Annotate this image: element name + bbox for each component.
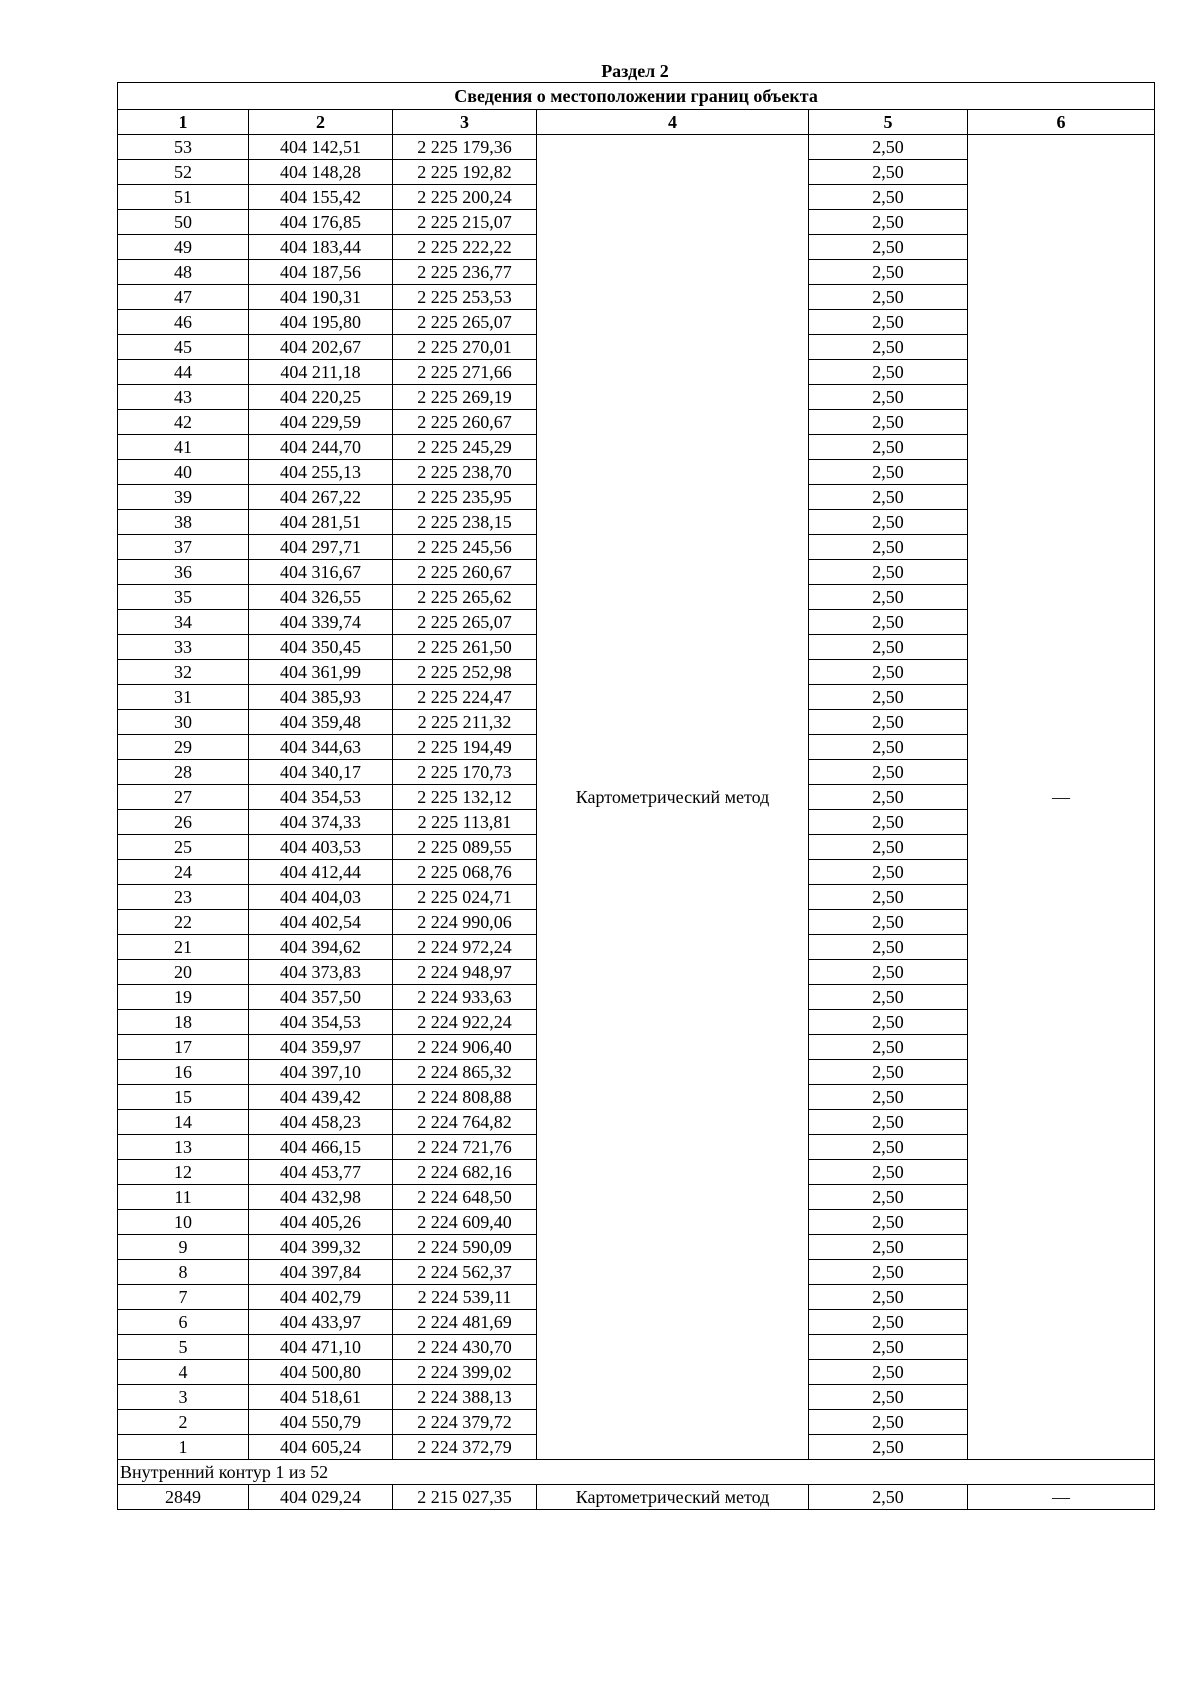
accuracy-cell: 2,50	[809, 1010, 968, 1035]
point-number-cell: 41	[118, 435, 249, 460]
accuracy-cell: 2,50	[809, 960, 968, 985]
coordinate-x-cell: 404 340,17	[249, 760, 393, 785]
column-header-1: 1	[118, 110, 249, 135]
coordinate-y-cell: 2 225 269,19	[393, 385, 537, 410]
point-number-cell: 12	[118, 1160, 249, 1185]
accuracy-cell: 2,50	[809, 710, 968, 735]
accuracy-cell: 2,50	[809, 285, 968, 310]
accuracy-cell: 2,50	[809, 335, 968, 360]
point-number-cell: 51	[118, 185, 249, 210]
coordinate-x-cell: 404 359,97	[249, 1035, 393, 1060]
coordinate-x-cell: 404 267,22	[249, 485, 393, 510]
coordinate-x-cell: 404 155,42	[249, 185, 393, 210]
accuracy-cell: 2,50	[809, 1110, 968, 1135]
coordinate-x-cell: 404 148,28	[249, 160, 393, 185]
accuracy-cell: 2,50	[809, 685, 968, 710]
point-number-cell: 16	[118, 1060, 249, 1085]
coordinate-y-cell: 2 225 252,98	[393, 660, 537, 685]
accuracy-cell: 2,50	[809, 360, 968, 385]
coordinate-y-cell: 2 225 089,55	[393, 835, 537, 860]
accuracy-cell: 2,50	[809, 485, 968, 510]
coordinate-y-cell: 2 225 222,22	[393, 235, 537, 260]
coordinate-y-cell: 2 224 481,69	[393, 1310, 537, 1335]
accuracy-cell: 2,50	[809, 1310, 968, 1335]
point-number-cell: 3	[118, 1385, 249, 1410]
coordinate-x-cell: 404 500,80	[249, 1360, 393, 1385]
accuracy-cell: 2,50	[809, 210, 968, 235]
coordinate-x-cell: 404 142,51	[249, 135, 393, 160]
coordinate-x-cell: 404 029,24	[249, 1485, 393, 1510]
coordinate-y-cell: 2 225 265,07	[393, 310, 537, 335]
coordinate-x-cell: 404 432,98	[249, 1185, 393, 1210]
coordinate-y-cell: 2 225 245,29	[393, 435, 537, 460]
coordinate-x-cell: 404 403,53	[249, 835, 393, 860]
point-number-cell: 45	[118, 335, 249, 360]
point-number-cell: 20	[118, 960, 249, 985]
point-number-cell: 10	[118, 1210, 249, 1235]
point-number-cell: 49	[118, 235, 249, 260]
coordinate-x-cell: 404 518,61	[249, 1385, 393, 1410]
point-number-cell: 22	[118, 910, 249, 935]
point-number-cell: 44	[118, 360, 249, 385]
coordinate-y-cell: 2 225 200,24	[393, 185, 537, 210]
coordinate-y-cell: 2 225 236,77	[393, 260, 537, 285]
coordinate-x-cell: 404 471,10	[249, 1335, 393, 1360]
coordinate-x-cell: 404 361,99	[249, 660, 393, 685]
method-cell: Картометрический метод	[537, 135, 809, 1460]
contour-label-row	[118, 1460, 1155, 1485]
coordinate-x-cell: 404 359,48	[249, 710, 393, 735]
point-number-cell: 34	[118, 610, 249, 635]
coordinate-x-cell: 404 211,18	[249, 360, 393, 385]
accuracy-cell: 2,50	[809, 910, 968, 935]
coordinate-x-cell: 404 458,23	[249, 1110, 393, 1135]
point-number-cell: 13	[118, 1135, 249, 1160]
coordinate-x-cell: 404 195,80	[249, 310, 393, 335]
coordinate-x-cell: 404 385,93	[249, 685, 393, 710]
coordinate-y-cell: 2 224 721,76	[393, 1135, 537, 1160]
coordinate-x-cell: 404 326,55	[249, 585, 393, 610]
accuracy-cell: 2,50	[809, 1160, 968, 1185]
coordinate-x-cell: 404 281,51	[249, 510, 393, 535]
coordinate-y-cell: 2 225 170,73	[393, 760, 537, 785]
point-number-cell: 28	[118, 760, 249, 785]
accuracy-cell: 2,50	[809, 935, 968, 960]
column6-cell: —	[968, 135, 1155, 1460]
point-number-cell: 29	[118, 735, 249, 760]
point-number-cell: 1	[118, 1435, 249, 1460]
accuracy-cell: 2,50	[809, 1385, 968, 1410]
coordinate-y-cell: 2 225 215,07	[393, 210, 537, 235]
accuracy-cell: 2,50	[809, 1210, 968, 1235]
point-number-cell: 53	[118, 135, 249, 160]
coordinate-x-cell: 404 354,53	[249, 785, 393, 810]
coordinate-y-cell: 2 224 430,70	[393, 1335, 537, 1360]
point-number-cell: 27	[118, 785, 249, 810]
point-number-cell: 48	[118, 260, 249, 285]
accuracy-cell: 2,50	[809, 760, 968, 785]
coordinate-y-cell: 2 225 271,66	[393, 360, 537, 385]
accuracy-cell: 2,50	[809, 1185, 968, 1210]
contour-label: Внутренний контур 1 из 52	[118, 1460, 1155, 1485]
accuracy-cell: 2,50	[809, 785, 968, 810]
coordinate-x-cell: 404 316,67	[249, 560, 393, 585]
coordinate-x-cell: 404 412,44	[249, 860, 393, 885]
accuracy-cell: 2,50	[809, 1435, 968, 1460]
coordinate-y-cell: 2 225 224,47	[393, 685, 537, 710]
coordinate-x-cell: 404 394,62	[249, 935, 393, 960]
coordinate-y-cell: 2 225 132,12	[393, 785, 537, 810]
coordinate-y-cell: 2 224 379,72	[393, 1410, 537, 1435]
coordinate-y-cell: 2 225 261,50	[393, 635, 537, 660]
coordinate-y-cell: 2 224 388,13	[393, 1385, 537, 1410]
point-number-cell: 5	[118, 1335, 249, 1360]
coordinate-x-cell: 404 229,59	[249, 410, 393, 435]
coordinate-x-cell: 404 202,67	[249, 335, 393, 360]
point-number-cell: 35	[118, 585, 249, 610]
coordinate-y-cell: 2 224 764,82	[393, 1110, 537, 1135]
section-title: Раздел 2	[601, 61, 669, 81]
accuracy-cell: 2,50	[809, 1485, 968, 1510]
point-number-cell: 50	[118, 210, 249, 235]
point-number-cell: 15	[118, 1085, 249, 1110]
accuracy-cell: 2,50	[809, 635, 968, 660]
accuracy-cell: 2,50	[809, 585, 968, 610]
coordinate-y-cell: 2 215 027,35	[393, 1485, 537, 1510]
coordinate-y-cell: 2 225 238,15	[393, 510, 537, 535]
coordinate-y-cell: 2 225 260,67	[393, 410, 537, 435]
point-number-cell: 30	[118, 710, 249, 735]
coordinate-x-cell: 404 402,79	[249, 1285, 393, 1310]
column-header-2: 2	[249, 110, 393, 135]
accuracy-cell: 2,50	[809, 860, 968, 885]
coordinate-x-cell: 404 374,33	[249, 810, 393, 835]
coordinate-y-cell: 2 224 808,88	[393, 1085, 537, 1110]
coordinate-x-cell: 404 183,44	[249, 235, 393, 260]
coordinate-y-cell: 2 225 270,01	[393, 335, 537, 360]
accuracy-cell: 2,50	[809, 410, 968, 435]
point-number-cell: 31	[118, 685, 249, 710]
point-number-cell: 38	[118, 510, 249, 535]
accuracy-cell: 2,50	[809, 810, 968, 835]
point-number-cell: 36	[118, 560, 249, 585]
column-header-row	[118, 110, 1155, 135]
accuracy-cell: 2,50	[809, 1085, 968, 1110]
method-cell: Картометрический метод	[537, 1485, 809, 1510]
accuracy-cell: 2,50	[809, 310, 968, 335]
coordinate-y-cell: 2 225 211,32	[393, 710, 537, 735]
coordinate-y-cell: 2 225 068,76	[393, 860, 537, 885]
coordinate-y-cell: 2 224 682,16	[393, 1160, 537, 1185]
coordinate-x-cell: 404 373,83	[249, 960, 393, 985]
point-number-cell: 37	[118, 535, 249, 560]
coordinate-y-cell: 2 224 922,24	[393, 1010, 537, 1035]
coordinate-x-cell: 404 397,10	[249, 1060, 393, 1085]
accuracy-cell: 2,50	[809, 1035, 968, 1060]
accuracy-cell: 2,50	[809, 985, 968, 1010]
accuracy-cell: 2,50	[809, 735, 968, 760]
accuracy-cell: 2,50	[809, 610, 968, 635]
accuracy-cell: 2,50	[809, 185, 968, 210]
coordinate-y-cell: 2 225 245,56	[393, 535, 537, 560]
coordinate-x-cell: 404 357,50	[249, 985, 393, 1010]
coordinate-x-cell: 404 466,15	[249, 1135, 393, 1160]
coordinate-x-cell: 404 176,85	[249, 210, 393, 235]
coordinate-y-cell: 2 224 399,02	[393, 1360, 537, 1385]
coordinate-x-cell: 404 339,74	[249, 610, 393, 635]
boundary-table	[117, 82, 1155, 1510]
point-number-cell: 46	[118, 310, 249, 335]
coordinate-y-cell: 2 225 260,67	[393, 560, 537, 585]
point-number-cell: 2849	[118, 1485, 249, 1510]
point-number-cell: 19	[118, 985, 249, 1010]
coordinate-y-cell: 2 224 972,24	[393, 935, 537, 960]
coordinate-y-cell: 2 224 948,97	[393, 960, 537, 985]
coordinate-y-cell: 2 225 238,70	[393, 460, 537, 485]
point-number-cell: 17	[118, 1035, 249, 1060]
coordinate-x-cell: 404 439,42	[249, 1085, 393, 1110]
column-header-6: 6	[968, 110, 1155, 135]
accuracy-cell: 2,50	[809, 235, 968, 260]
coordinate-x-cell: 404 404,03	[249, 885, 393, 910]
coordinate-y-cell: 2 224 933,63	[393, 985, 537, 1010]
point-number-cell: 11	[118, 1185, 249, 1210]
accuracy-cell: 2,50	[809, 160, 968, 185]
coordinate-x-cell: 404 453,77	[249, 1160, 393, 1185]
coordinate-x-cell: 404 344,63	[249, 735, 393, 760]
point-number-cell: 8	[118, 1260, 249, 1285]
coordinate-y-cell: 2 224 590,09	[393, 1235, 537, 1260]
coordinate-x-cell: 404 402,54	[249, 910, 393, 935]
coordinate-x-cell: 404 244,70	[249, 435, 393, 460]
point-number-cell: 18	[118, 1010, 249, 1035]
coordinate-x-cell: 404 605,24	[249, 1435, 393, 1460]
point-number-cell: 21	[118, 935, 249, 960]
accuracy-cell: 2,50	[809, 535, 968, 560]
coordinate-y-cell: 2 225 253,53	[393, 285, 537, 310]
coordinate-x-cell: 404 550,79	[249, 1410, 393, 1435]
accuracy-cell: 2,50	[809, 1260, 968, 1285]
point-number-cell: 40	[118, 460, 249, 485]
coordinate-y-cell: 2 224 372,79	[393, 1435, 537, 1460]
accuracy-cell: 2,50	[809, 260, 968, 285]
accuracy-cell: 2,50	[809, 135, 968, 160]
accuracy-cell: 2,50	[809, 385, 968, 410]
column-header-3: 3	[393, 110, 537, 135]
accuracy-cell: 2,50	[809, 1360, 968, 1385]
accuracy-cell: 2,50	[809, 560, 968, 585]
coordinate-x-cell: 404 433,97	[249, 1310, 393, 1335]
accuracy-cell: 2,50	[809, 1410, 968, 1435]
coordinate-x-cell: 404 255,13	[249, 460, 393, 485]
point-number-cell: 7	[118, 1285, 249, 1310]
coordinate-y-cell: 2 225 113,81	[393, 810, 537, 835]
point-number-cell: 23	[118, 885, 249, 910]
accuracy-cell: 2,50	[809, 435, 968, 460]
table-body	[118, 135, 1155, 1510]
coordinate-y-cell: 2 224 609,40	[393, 1210, 537, 1235]
point-number-cell: 52	[118, 160, 249, 185]
point-number-cell: 47	[118, 285, 249, 310]
coordinate-x-cell: 404 187,56	[249, 260, 393, 285]
accuracy-cell: 2,50	[809, 660, 968, 685]
coordinate-y-cell: 2 224 562,37	[393, 1260, 537, 1285]
coordinate-x-cell: 404 354,53	[249, 1010, 393, 1035]
accuracy-cell: 2,50	[809, 835, 968, 860]
column-header-4: 4	[537, 110, 809, 135]
point-number-cell: 33	[118, 635, 249, 660]
coordinate-x-cell: 404 220,25	[249, 385, 393, 410]
point-number-cell: 2	[118, 1410, 249, 1435]
contour-row	[118, 1485, 1155, 1510]
accuracy-cell: 2,50	[809, 1135, 968, 1160]
point-number-cell: 14	[118, 1110, 249, 1135]
point-number-cell: 43	[118, 385, 249, 410]
coordinate-x-cell: 404 399,32	[249, 1235, 393, 1260]
coordinate-y-cell: 2 224 865,32	[393, 1060, 537, 1085]
coordinate-y-cell: 2 225 265,07	[393, 610, 537, 635]
column6-cell: —	[968, 1485, 1155, 1510]
table-caption: Сведения о местоположении границ объекта	[118, 83, 1155, 110]
point-number-cell: 32	[118, 660, 249, 685]
accuracy-cell: 2,50	[809, 1235, 968, 1260]
coordinate-x-cell: 404 405,26	[249, 1210, 393, 1235]
point-number-cell: 4	[118, 1360, 249, 1385]
point-number-cell: 39	[118, 485, 249, 510]
coordinate-y-cell: 2 225 179,36	[393, 135, 537, 160]
coordinate-y-cell: 2 225 024,71	[393, 885, 537, 910]
column-header-5: 5	[809, 110, 968, 135]
coordinate-y-cell: 2 225 235,95	[393, 485, 537, 510]
coordinate-x-cell: 404 297,71	[249, 535, 393, 560]
accuracy-cell: 2,50	[809, 885, 968, 910]
caption-row	[118, 83, 1155, 110]
coordinate-y-cell: 2 224 906,40	[393, 1035, 537, 1060]
coordinate-y-cell: 2 224 648,50	[393, 1185, 537, 1210]
point-number-cell: 9	[118, 1235, 249, 1260]
accuracy-cell: 2,50	[809, 1060, 968, 1085]
coordinate-x-cell: 404 397,84	[249, 1260, 393, 1285]
accuracy-cell: 2,50	[809, 1285, 968, 1310]
accuracy-cell: 2,50	[809, 460, 968, 485]
coordinate-y-cell: 2 224 990,06	[393, 910, 537, 935]
coordinate-x-cell: 404 190,31	[249, 285, 393, 310]
coordinate-y-cell: 2 225 194,49	[393, 735, 537, 760]
coordinate-x-cell: 404 350,45	[249, 635, 393, 660]
point-number-cell: 6	[118, 1310, 249, 1335]
table-row	[118, 135, 1155, 160]
accuracy-cell: 2,50	[809, 1335, 968, 1360]
point-number-cell: 25	[118, 835, 249, 860]
accuracy-cell: 2,50	[809, 510, 968, 535]
point-number-cell: 42	[118, 410, 249, 435]
coordinate-y-cell: 2 225 192,82	[393, 160, 537, 185]
point-number-cell: 24	[118, 860, 249, 885]
point-number-cell: 26	[118, 810, 249, 835]
coordinate-y-cell: 2 224 539,11	[393, 1285, 537, 1310]
coordinate-y-cell: 2 225 265,62	[393, 585, 537, 610]
